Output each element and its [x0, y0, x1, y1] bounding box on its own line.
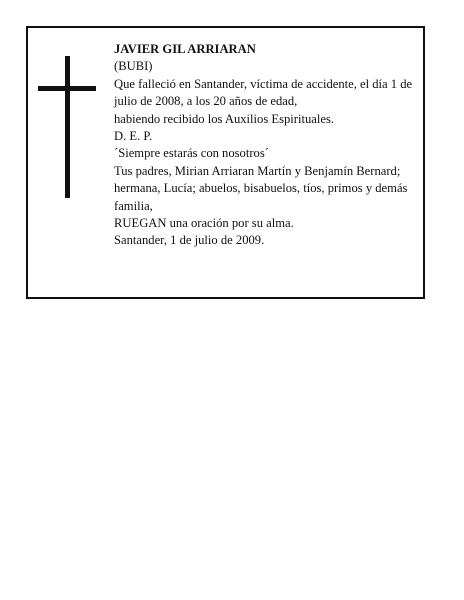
cross-icon	[38, 56, 96, 198]
family-line: Tus padres, Mirian Arriaran Martín y Benjamín Bernard; hermana, Lucía; abuelos, bisabuelos, tíos, primos y demás familia,	[114, 163, 408, 213]
rip-line: D. E. P.	[114, 129, 153, 144]
notice-text	[114, 41, 419, 250]
quote-line: ´Siempre estarás con nosotros´	[114, 146, 269, 161]
nickname: (BUBI)	[114, 59, 153, 74]
death-details: Que falleció en Santander, víctima de accidente, el día 1 de julio de 2008, a los 20 años de edad,	[114, 76, 413, 109]
request-line: RUEGAN una oración por su alma.	[114, 216, 294, 231]
sacraments-line: habiendo recibido los Auxilios Espirituales.	[114, 111, 335, 126]
cross-horizontal-bar	[38, 86, 96, 91]
cross-vertical-bar	[65, 56, 70, 198]
deceased-name: JAVIER GIL ARRIARAN	[114, 42, 256, 56]
place-date-line: Santander, 1 de julio de 2009.	[114, 233, 265, 248]
obituary-notice	[26, 26, 425, 299]
